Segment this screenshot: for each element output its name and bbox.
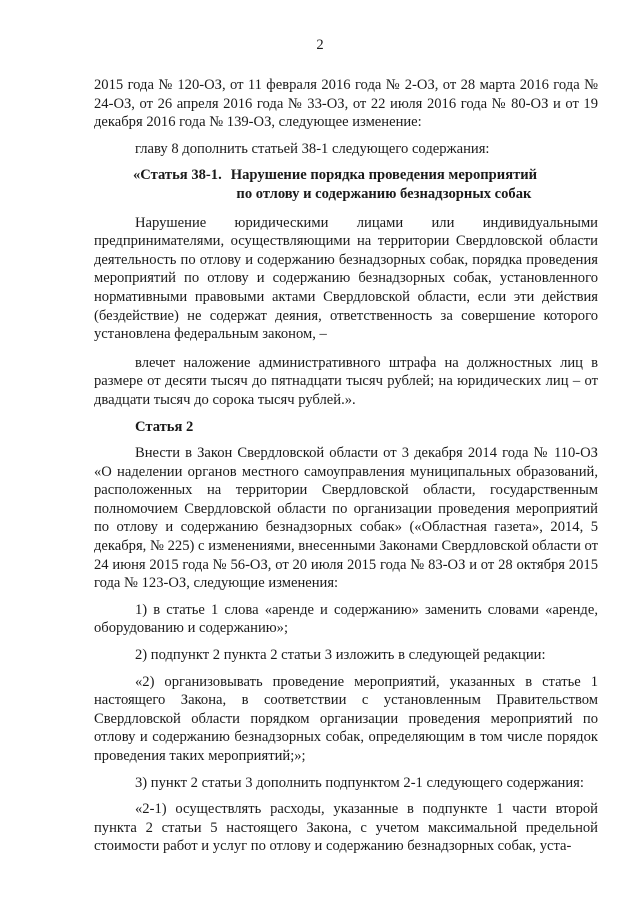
paragraph-amend-law: Внести в Закон Свердловской области от 3 декабря 2014 года № 110-ОЗ «О наделении органов местного самоуправления муниципальных образований, расположенных на территории Свердловской области, государственным полномочием Свердловской области по организации проведения мероприятий по отлову и содержанию безнадзорных собак» («Областная газета», 2014, 5 декабря, № 225) с изменениями, внесенными Законами Свердловской области от 24 июня 2015 года № 56-ОЗ, от 20 июля 2015 года № 83-ОЗ и от 28 октября 2015 года № 123-ОЗ, следующие изменения: — [94, 445, 598, 592]
article-38-1-title — [222, 166, 537, 203]
page-number: 2 — [316, 37, 324, 53]
document-body — [94, 76, 598, 856]
paragraph-item-2: 2) подпункт 2 пункта 2 статьи 3 изложить в следующей редакции: — [135, 647, 546, 664]
paragraph-item-1: 1) в статье 1 слова «аренде и содержанию» заменить словами «аренде, оборудованию и содержанию»; — [94, 601, 598, 637]
paragraph-intro: 2015 года № 120-ОЗ, от 11 февраля 2016 года № 2-ОЗ, от 28 марта 2016 года № 24-ОЗ, от 26 апреля 2016 года № 33-ОЗ, от 22 июля 2016 года № 80-ОЗ и от 19 декабря 2016 года № 139-ОЗ, следующее изменение: — [94, 77, 598, 131]
paragraph-item-2-text: «2) организовывать проведение мероприятий, указанных в статье 1 настоящего Закона, в соответствии с установленным Правительством Свердловской области порядком организации проведения мероприятий по отлову и содержанию безнадзорных собак, определяющим в том числе порядок проведения таких мероприятий;»; — [94, 673, 598, 764]
paragraph-chapter8: главу 8 дополнить статьей 38-1 следующего содержания: — [135, 140, 490, 157]
paragraph-penalty: влечет наложение административного штрафа на должностных лиц в размере от десяти тысяч до пятнадцати тысяч рублей; на юридических лиц – от двадцати тысяч до сорока тысяч рублей.». — [94, 354, 598, 408]
paragraph-violation: Нарушение юридическими лицами или индивидуальными предпринимателями, осуществляющими на территории Свердловской области деятельность по отлову и содержанию безнадзорных собак, порядка проведения мероприятий по отлову и содержанию безнадзорных собак, установленного нормативными правовыми актами Свердловской области, если эти действия (бездействие) не содержат деяния, ответственность за совершение которого установлена федеральным законом, – — [94, 214, 598, 343]
paragraph-item-2-1-text: «2-1) осуществлять расходы, указанные в подпункте 1 части второй пункта 2 статьи 5 настоящего Закона, с учетом максимальной предельной стоимости работ и услуг по отлову и содержанию безнадзорных собак, уста- — [94, 801, 598, 855]
article-38-1-title-line1: Нарушение порядка проведения мероприятий — [230, 167, 538, 184]
article-38-1-heading — [94, 166, 598, 203]
article-2-heading: Статья 2 — [135, 418, 194, 435]
article-38-1-title-line2: по отлову и содержанию безнадзорных собак — [236, 185, 532, 202]
paragraph-item-3: 3) пункт 2 статьи 3 дополнить подпунктом 2-1 следующего содержания: — [135, 774, 584, 791]
article-38-1-label: «Статья 38-1. — [133, 167, 222, 184]
